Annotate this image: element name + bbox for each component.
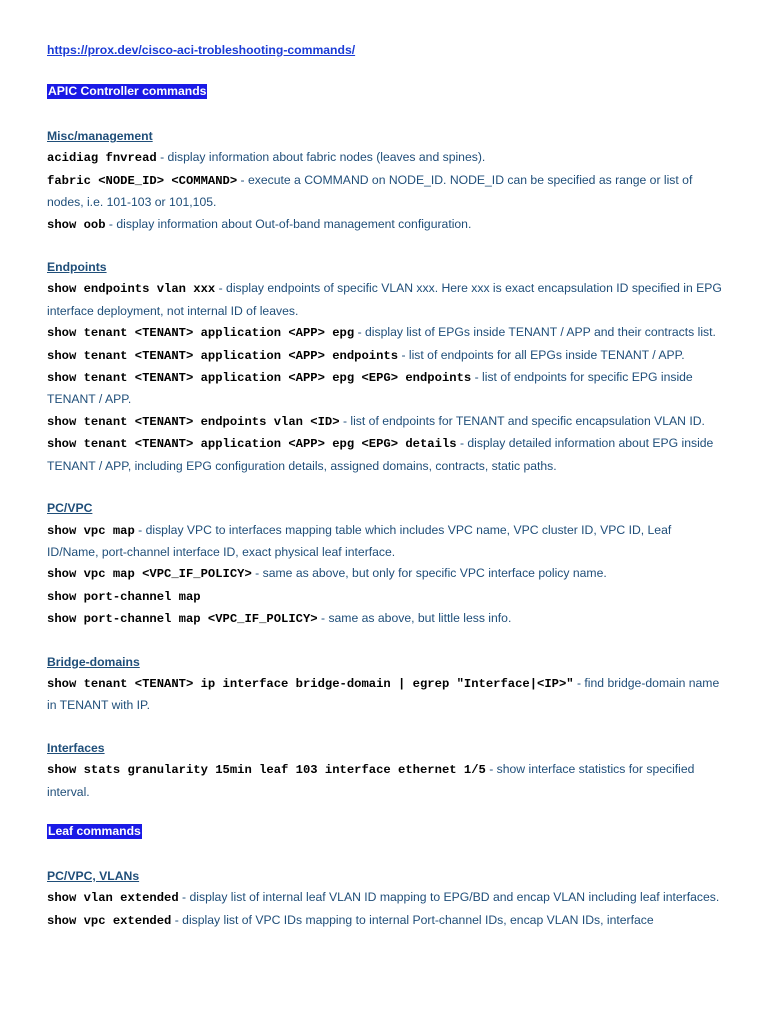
command-entry xyxy=(47,433,723,477)
command-description: - display list of internal leaf VLAN ID mapping to EPG/BD and encap VLAN including leaf interfaces. xyxy=(178,890,720,905)
command-entry xyxy=(47,759,723,803)
leaf-heading: Leaf commands xyxy=(48,823,141,838)
command-description: - find bridge-domain name in TENANT with IP. xyxy=(47,675,720,713)
section-pc-vpc-vlans xyxy=(47,866,723,932)
section-title: PC/VPC xyxy=(47,501,93,516)
command-text: show oob xyxy=(47,217,106,232)
leaf-sections xyxy=(47,866,723,932)
command-description: - display endpoints of specific VLAN xxx. Here xxx is exact encapsulation ID specified in EPG interface deployment, not internal ID of leaves. xyxy=(47,281,722,318)
section-pc-vpc xyxy=(47,498,723,630)
command-text: show vpc map <VPC_IF_POLICY> xyxy=(47,567,252,582)
section-title: Interfaces xyxy=(47,740,105,755)
section-interfaces xyxy=(47,738,723,803)
leaf-heading-block xyxy=(47,824,723,840)
command-entry xyxy=(47,170,723,214)
command-text: fabric <NODE_ID> <COMMAND> xyxy=(47,173,238,188)
command-entry xyxy=(47,322,723,344)
command-entry xyxy=(47,345,723,367)
command-entry xyxy=(47,586,723,608)
command-description: - display information about fabric nodes (leaves and spines). xyxy=(156,150,486,165)
command-text: show tenant <TENANT> application <APP> epg <EPG> details xyxy=(47,437,457,452)
section-bridge-domains xyxy=(47,652,723,717)
command-text: show endpoints vlan xxx xyxy=(47,282,216,297)
command-entry xyxy=(47,278,723,322)
command-entry xyxy=(47,608,723,630)
command-text: show vlan extended xyxy=(47,891,179,906)
command-text: show port-channel map xyxy=(47,589,201,604)
section-title: PC/VPC, VLANs xyxy=(47,868,140,883)
section-title: Misc/management xyxy=(47,129,153,143)
command-description: - display detailed information about EPG inside TENANT / APP, including EPG configuration details, assigned domains, contracts, static paths. xyxy=(47,436,714,473)
section-title: Bridge-domains xyxy=(47,654,140,669)
command-text: show tenant <TENANT> ip interface bridge-domain | egrep "Interface|<IP>" xyxy=(47,676,574,691)
command-entry xyxy=(47,673,723,717)
command-description: - list of endpoints for specific EPG inside TENANT / APP. xyxy=(47,370,693,407)
command-description: - display list of VPC IDs mapping to internal Port-channel IDs, encap VLAN IDs, interface xyxy=(171,912,654,927)
command-description: - same as above, but little less info. xyxy=(317,611,512,626)
document-page xyxy=(47,42,723,953)
command-entry xyxy=(47,887,723,909)
command-entry xyxy=(47,367,723,411)
command-description: - list of endpoints for all EPGs inside TENANT / APP. xyxy=(398,347,685,362)
command-text: show vpc map xyxy=(47,523,135,538)
command-entry xyxy=(47,411,723,433)
command-description: - display information about Out-of-band management configuration. xyxy=(105,216,472,231)
apic-sections xyxy=(47,126,723,803)
source-link[interactable]: https://prox.dev/cisco-aci-trobleshooting-commands/ xyxy=(47,43,356,57)
command-text: show vpc extended xyxy=(47,913,172,928)
command-text: show tenant <TENANT> application <APP> endpoints xyxy=(47,348,399,363)
command-description: - same as above, but only for specific VPC interface policy name. xyxy=(251,566,607,581)
command-description: - list of endpoints for TENANT and specific encapsulation VLAN ID. xyxy=(339,413,705,428)
command-text: show tenant <TENANT> endpoints vlan <ID> xyxy=(47,414,340,429)
apic-heading: APIC Controller commands xyxy=(48,84,207,98)
command-text: show stats granularity 15min leaf 103 interface ethernet 1/5 xyxy=(47,763,486,778)
command-text: show port-channel map <VPC_IF_POLICY> xyxy=(47,612,318,627)
command-text: acidiag fnvread xyxy=(47,151,157,166)
command-description: - display VPC to interfaces mapping table which includes VPC name, VPC cluster ID, VPC ID, Leaf ID/Name, port-channel interface ID, exact physical leaf interface. xyxy=(47,522,672,559)
command-entry xyxy=(47,910,723,932)
command-entry xyxy=(47,563,723,585)
command-description: - show interface statistics for specified interval. xyxy=(47,762,695,799)
command-text: show tenant <TENANT> application <APP> epg <EPG> endpoints xyxy=(47,371,472,386)
command-description: - execute a COMMAND on NODE_ID. NODE_ID can be specified as range or list of nodes, i.e. 101-103 or 101,105. xyxy=(47,172,693,210)
command-entry xyxy=(47,214,723,236)
apic-heading-block xyxy=(47,84,723,100)
section-endpoints xyxy=(47,257,723,477)
section-misc-management xyxy=(47,126,723,236)
command-text: show tenant <TENANT> application <APP> epg xyxy=(47,326,355,341)
command-entry xyxy=(47,520,723,564)
section-title: Endpoints xyxy=(47,260,107,275)
command-description: - display list of EPGs inside TENANT / APP and their contracts list. xyxy=(354,325,716,340)
command-entry xyxy=(47,147,723,169)
